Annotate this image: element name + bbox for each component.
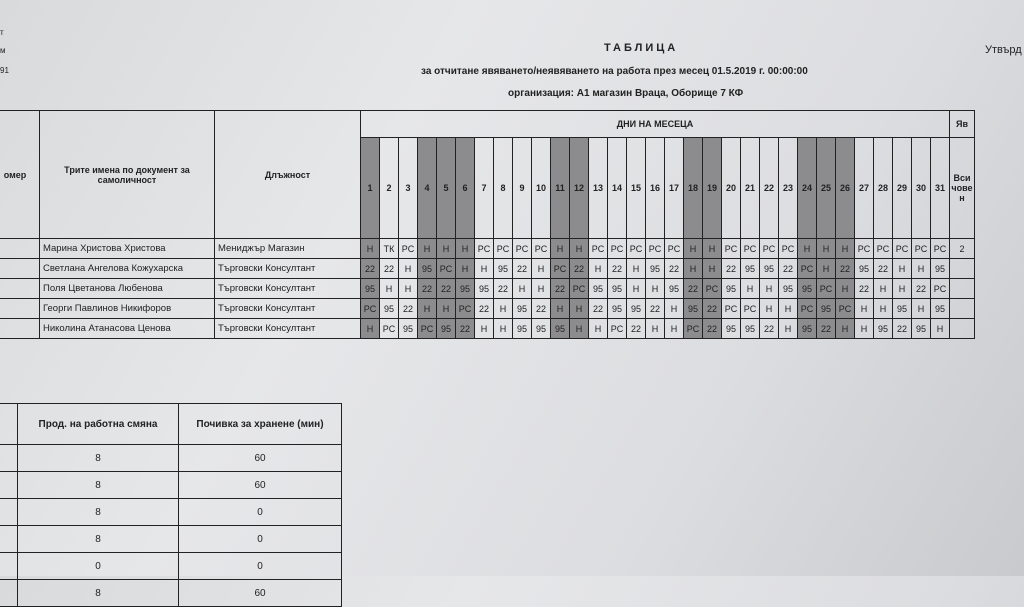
day-header: 29 bbox=[893, 138, 912, 239]
table-row bbox=[0, 472, 342, 499]
row-number bbox=[0, 319, 40, 339]
day-cell: РС bbox=[760, 239, 779, 259]
day-header: 22 bbox=[760, 138, 779, 239]
day-cell: Н bbox=[798, 239, 817, 259]
organization-line: организация: А1 магазин Враца, Оборище 7 КФ bbox=[508, 88, 744, 99]
day-cell: Н bbox=[570, 239, 589, 259]
day-header: 30 bbox=[912, 138, 931, 239]
shift-length-cell: 8 bbox=[18, 472, 179, 499]
row-total bbox=[950, 279, 975, 299]
day-cell: РС bbox=[627, 239, 646, 259]
day-cell: 95 bbox=[779, 279, 798, 299]
day-cell: 95 bbox=[760, 259, 779, 279]
table-row bbox=[0, 445, 342, 472]
day-cell: 22 bbox=[437, 279, 456, 299]
col-shift-length: Прод. на работна смяна bbox=[18, 404, 179, 445]
day-cell: РС bbox=[665, 239, 684, 259]
summary-blank bbox=[0, 404, 18, 445]
row-total bbox=[950, 319, 975, 339]
approval-label: Утвърд bbox=[985, 44, 1022, 56]
day-cell: Н bbox=[912, 299, 931, 319]
day-cell: РС bbox=[646, 239, 665, 259]
day-cell: 95 bbox=[722, 279, 741, 299]
day-header: 15 bbox=[627, 138, 646, 239]
day-header: 24 bbox=[798, 138, 817, 239]
day-cell: 95 bbox=[665, 279, 684, 299]
meal-break-cell: 0 bbox=[179, 526, 342, 553]
col-names: Трите имена по документ за самоличност bbox=[40, 111, 215, 239]
day-cell: Н bbox=[779, 319, 798, 339]
employee-position: Търговски Консултант bbox=[215, 279, 361, 299]
row-total bbox=[950, 259, 975, 279]
day-cell: 95 bbox=[874, 319, 893, 339]
day-cell: 95 bbox=[798, 319, 817, 339]
day-cell: ТК bbox=[380, 239, 399, 259]
day-cell: Н bbox=[874, 279, 893, 299]
day-cell: Н bbox=[893, 259, 912, 279]
day-cell: 22 bbox=[361, 259, 380, 279]
day-cell: Н bbox=[532, 259, 551, 279]
summary-table bbox=[0, 403, 342, 607]
day-header: 9 bbox=[513, 138, 532, 239]
day-cell: 95 bbox=[722, 319, 741, 339]
day-header: 16 bbox=[646, 138, 665, 239]
day-cell: 95 bbox=[931, 259, 950, 279]
meal-break-cell: 0 bbox=[179, 553, 342, 580]
day-cell: Н bbox=[437, 239, 456, 259]
day-cell: 95 bbox=[608, 299, 627, 319]
day-cell: Н bbox=[665, 299, 684, 319]
employee-name: Светлана Ангелова Кожухарска bbox=[40, 259, 215, 279]
day-header: 26 bbox=[836, 138, 855, 239]
day-header: 8 bbox=[494, 138, 513, 239]
day-cell: РС bbox=[399, 239, 418, 259]
table-row bbox=[0, 279, 975, 299]
day-cell: Н bbox=[589, 319, 608, 339]
day-cell: Н bbox=[836, 279, 855, 299]
day-cell: 22 bbox=[760, 319, 779, 339]
day-cell: 95 bbox=[475, 279, 494, 299]
day-cell: РС bbox=[741, 239, 760, 259]
day-cell: Н bbox=[703, 239, 722, 259]
day-cell: 22 bbox=[665, 259, 684, 279]
day-cell: 95 bbox=[798, 279, 817, 299]
day-header: 1 bbox=[361, 138, 380, 239]
day-cell: 22 bbox=[494, 279, 513, 299]
day-cell: РС bbox=[494, 239, 513, 259]
row-number bbox=[0, 299, 40, 319]
day-cell: Н bbox=[551, 239, 570, 259]
day-cell: РС bbox=[836, 299, 855, 319]
day-cell: РС bbox=[380, 319, 399, 339]
day-cell: Н bbox=[475, 259, 494, 279]
day-cell: 95 bbox=[608, 279, 627, 299]
day-cell: Н bbox=[627, 279, 646, 299]
day-cell: Н bbox=[456, 239, 475, 259]
edge-fragment: 91 bbox=[0, 66, 9, 75]
day-cell: Н bbox=[703, 259, 722, 279]
day-cell: 22 bbox=[722, 259, 741, 279]
document-subtitle: за отчитане явяването/неявяването на работа през месец 01.5.2019 г. 00:00:00 bbox=[421, 66, 808, 77]
day-cell: 95 bbox=[532, 319, 551, 339]
day-cell: Н bbox=[760, 279, 779, 299]
day-cell: РС bbox=[798, 299, 817, 319]
day-cell: 95 bbox=[931, 299, 950, 319]
summary-blank-cell bbox=[0, 499, 18, 526]
day-cell: Н bbox=[931, 319, 950, 339]
day-header: 28 bbox=[874, 138, 893, 239]
table-row bbox=[0, 499, 342, 526]
document-title: ТАБЛИЦА bbox=[604, 42, 679, 54]
day-cell: Н bbox=[646, 279, 665, 299]
employee-name: Николина Атанасова Ценова bbox=[40, 319, 215, 339]
day-cell: 22 bbox=[855, 279, 874, 299]
day-cell: 95 bbox=[627, 299, 646, 319]
day-cell: РС bbox=[570, 279, 589, 299]
day-cell: 95 bbox=[513, 319, 532, 339]
summary-blank-cell bbox=[0, 445, 18, 472]
day-header: 2 bbox=[380, 138, 399, 239]
day-cell: Н bbox=[627, 259, 646, 279]
day-cell: РС bbox=[532, 239, 551, 259]
day-cell: РС bbox=[456, 299, 475, 319]
day-cell: 22 bbox=[836, 259, 855, 279]
shift-length-cell: 8 bbox=[18, 445, 179, 472]
summary-blank-cell bbox=[0, 526, 18, 553]
day-cell: 22 bbox=[684, 279, 703, 299]
day-header: 14 bbox=[608, 138, 627, 239]
day-cell: 95 bbox=[513, 299, 532, 319]
day-cell: РС bbox=[475, 239, 494, 259]
day-cell: Н bbox=[836, 239, 855, 259]
col-number: омер bbox=[0, 111, 40, 239]
row-number bbox=[0, 279, 40, 299]
day-header: 3 bbox=[399, 138, 418, 239]
table-row bbox=[0, 319, 975, 339]
day-cell: РС bbox=[722, 239, 741, 259]
day-cell: 95 bbox=[855, 259, 874, 279]
table-row bbox=[0, 553, 342, 580]
row-total bbox=[950, 299, 975, 319]
day-cell: Н bbox=[646, 319, 665, 339]
day-cell: 22 bbox=[703, 319, 722, 339]
employee-name: Поля Цветанова Любенова bbox=[40, 279, 215, 299]
day-header: 7 bbox=[475, 138, 494, 239]
day-cell: 95 bbox=[494, 259, 513, 279]
day-cell: 95 bbox=[361, 279, 380, 299]
meal-break-cell: 60 bbox=[179, 580, 342, 607]
day-cell: РС bbox=[513, 239, 532, 259]
table-row bbox=[0, 299, 975, 319]
day-cell: 95 bbox=[380, 299, 399, 319]
day-cell: 95 bbox=[456, 279, 475, 299]
day-cell: Н bbox=[494, 299, 513, 319]
day-header: 23 bbox=[779, 138, 798, 239]
day-cell: РС bbox=[912, 239, 931, 259]
day-cell: 95 bbox=[646, 259, 665, 279]
day-header: 18 bbox=[684, 138, 703, 239]
day-cell: 95 bbox=[741, 259, 760, 279]
day-cell: РС bbox=[722, 299, 741, 319]
day-cell: РС bbox=[608, 319, 627, 339]
summary-blank-cell bbox=[0, 472, 18, 499]
day-cell: РС bbox=[931, 239, 950, 259]
day-header: 12 bbox=[570, 138, 589, 239]
day-cell: 22 bbox=[703, 299, 722, 319]
summary-blank-cell bbox=[0, 553, 18, 580]
day-cell: РС bbox=[931, 279, 950, 299]
shift-length-cell: 8 bbox=[18, 499, 179, 526]
day-cell: 22 bbox=[551, 279, 570, 299]
day-cell: 22 bbox=[399, 299, 418, 319]
shift-length-cell: 8 bbox=[18, 580, 179, 607]
day-header: 10 bbox=[532, 138, 551, 239]
day-cell: Н bbox=[912, 259, 931, 279]
edge-fragment: м bbox=[0, 46, 6, 55]
employee-position: Търговски Консултант bbox=[215, 299, 361, 319]
employee-position: Търговски Консултант bbox=[215, 319, 361, 339]
day-cell: Н bbox=[684, 259, 703, 279]
day-cell: 22 bbox=[475, 299, 494, 319]
day-cell: 95 bbox=[893, 299, 912, 319]
day-cell: Н bbox=[741, 279, 760, 299]
day-cell: РС bbox=[874, 239, 893, 259]
table-row bbox=[0, 239, 975, 259]
employee-name: Георги Павлинов Никифоров bbox=[40, 299, 215, 319]
day-cell: 22 bbox=[456, 319, 475, 339]
day-header: 31 bbox=[931, 138, 950, 239]
day-cell: Н bbox=[475, 319, 494, 339]
day-header: 17 bbox=[665, 138, 684, 239]
day-cell: 95 bbox=[399, 319, 418, 339]
day-cell: Н bbox=[570, 319, 589, 339]
row-number bbox=[0, 259, 40, 279]
day-cell: РС bbox=[437, 259, 456, 279]
day-cell: Н bbox=[779, 299, 798, 319]
day-cell: Н bbox=[551, 299, 570, 319]
day-cell: РС bbox=[817, 279, 836, 299]
day-cell: Н bbox=[836, 319, 855, 339]
day-cell: Н bbox=[532, 279, 551, 299]
day-cell: 22 bbox=[627, 319, 646, 339]
day-cell: Н bbox=[399, 279, 418, 299]
col-meal-break: Почивка за хранене (мин) bbox=[179, 404, 342, 445]
day-header: 5 bbox=[437, 138, 456, 239]
employee-position: Търговски Консултант bbox=[215, 259, 361, 279]
right-col: Вси чове н bbox=[950, 138, 975, 239]
day-cell: 95 bbox=[589, 279, 608, 299]
col-position: Длъжност bbox=[215, 111, 361, 239]
day-cell: Н bbox=[855, 299, 874, 319]
day-header: 20 bbox=[722, 138, 741, 239]
day-header: 6 bbox=[456, 138, 475, 239]
day-cell: 22 bbox=[589, 299, 608, 319]
summary-blank-cell bbox=[0, 580, 18, 607]
table-row bbox=[0, 526, 342, 553]
day-cell: 22 bbox=[608, 259, 627, 279]
day-header: 4 bbox=[418, 138, 437, 239]
day-cell: РС bbox=[703, 279, 722, 299]
day-cell: РС bbox=[893, 239, 912, 259]
day-cell: 95 bbox=[437, 319, 456, 339]
day-cell: Н bbox=[456, 259, 475, 279]
day-header: 27 bbox=[855, 138, 874, 239]
day-cell: Н bbox=[760, 299, 779, 319]
day-cell: Н bbox=[817, 259, 836, 279]
day-cell: 95 bbox=[912, 319, 931, 339]
day-header: 25 bbox=[817, 138, 836, 239]
day-cell: РС bbox=[551, 259, 570, 279]
day-cell: Н bbox=[855, 319, 874, 339]
day-cell: РС bbox=[608, 239, 627, 259]
day-header: 19 bbox=[703, 138, 722, 239]
day-cell: РС bbox=[418, 319, 437, 339]
table-row bbox=[0, 259, 975, 279]
day-cell: 22 bbox=[779, 259, 798, 279]
day-cell: 22 bbox=[380, 259, 399, 279]
day-cell: 22 bbox=[874, 259, 893, 279]
row-total: 2 bbox=[950, 239, 975, 259]
day-cell: РС bbox=[779, 239, 798, 259]
day-cell: РС bbox=[855, 239, 874, 259]
day-cell: 22 bbox=[912, 279, 931, 299]
day-cell: Н bbox=[418, 239, 437, 259]
row-number bbox=[0, 239, 40, 259]
day-cell: Н bbox=[380, 279, 399, 299]
day-cell: 22 bbox=[418, 279, 437, 299]
day-header: 13 bbox=[589, 138, 608, 239]
day-cell: Н bbox=[570, 299, 589, 319]
day-cell: Н bbox=[437, 299, 456, 319]
day-header: 21 bbox=[741, 138, 760, 239]
day-cell: Н bbox=[494, 319, 513, 339]
day-cell: 22 bbox=[513, 259, 532, 279]
day-cell: РС bbox=[361, 299, 380, 319]
day-cell: РС bbox=[589, 239, 608, 259]
day-cell: Н bbox=[399, 259, 418, 279]
day-cell: Н bbox=[589, 259, 608, 279]
meal-break-cell: 0 bbox=[179, 499, 342, 526]
day-cell: Н bbox=[513, 279, 532, 299]
day-cell: Н bbox=[684, 239, 703, 259]
table-row bbox=[0, 580, 342, 607]
day-cell: Н bbox=[361, 319, 380, 339]
day-cell: Н bbox=[893, 279, 912, 299]
day-cell: Н bbox=[817, 239, 836, 259]
day-cell: 95 bbox=[418, 259, 437, 279]
shift-length-cell: 8 bbox=[18, 526, 179, 553]
day-cell: 22 bbox=[570, 259, 589, 279]
day-cell: Н bbox=[874, 299, 893, 319]
day-cell: 95 bbox=[741, 319, 760, 339]
day-cell: РС bbox=[798, 259, 817, 279]
day-cell: 22 bbox=[532, 299, 551, 319]
day-cell: РС bbox=[684, 319, 703, 339]
edge-fragment: т bbox=[0, 28, 4, 37]
day-cell: Н bbox=[665, 319, 684, 339]
attendance-table bbox=[0, 110, 975, 339]
meal-break-cell: 60 bbox=[179, 472, 342, 499]
day-cell: 95 bbox=[551, 319, 570, 339]
shift-length-cell: 0 bbox=[18, 553, 179, 580]
day-cell: Н bbox=[418, 299, 437, 319]
day-header: 11 bbox=[551, 138, 570, 239]
day-cell: Н bbox=[361, 239, 380, 259]
meal-break-cell: 60 bbox=[179, 445, 342, 472]
day-cell: 95 bbox=[684, 299, 703, 319]
employee-position: Мениджър Магазин bbox=[215, 239, 361, 259]
day-cell: 22 bbox=[817, 319, 836, 339]
right-header: Яв bbox=[950, 111, 975, 138]
day-cell: 22 bbox=[893, 319, 912, 339]
day-cell: 95 bbox=[817, 299, 836, 319]
days-header: ДНИ НА МЕСЕЦА bbox=[361, 111, 950, 138]
employee-name: Марина Христова Христова bbox=[40, 239, 215, 259]
day-cell: 22 bbox=[646, 299, 665, 319]
day-cell: РС bbox=[741, 299, 760, 319]
